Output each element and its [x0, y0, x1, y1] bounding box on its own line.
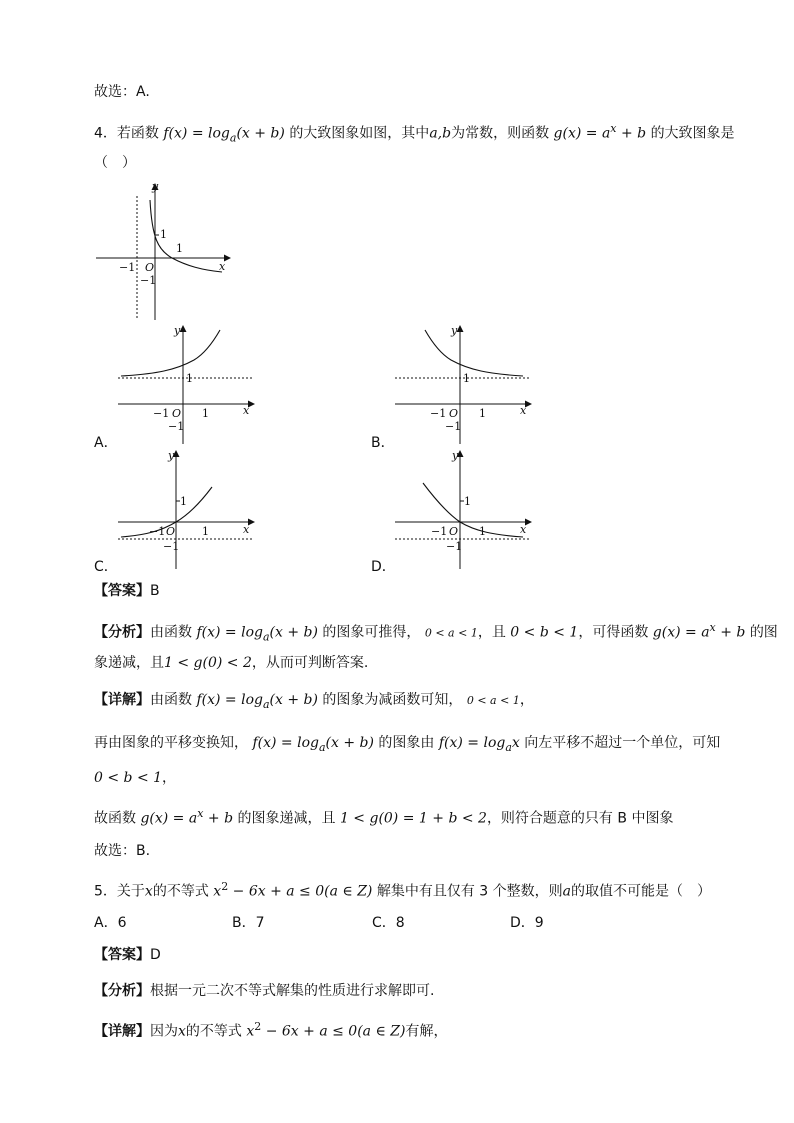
option-c-graph: [116, 447, 261, 572]
q4-stem-2: 的大致图象如图，其中: [289, 125, 430, 142]
text: ，则符合题意的只有 B 中图象: [486, 810, 674, 827]
q4-answer: [94, 581, 160, 601]
text: 的图象为减函数可知，: [322, 692, 463, 708]
q5-analysis: [94, 981, 434, 1001]
text: ，从而可判断答案.: [251, 655, 369, 671]
text: 的图象递减，且: [237, 810, 336, 827]
label-neg1-x: −1: [153, 407, 170, 420]
q5-option-a: A．6: [94, 915, 127, 931]
cond-b: 0 < b < 1: [94, 770, 163, 786]
label-neg1-y: −1: [446, 540, 463, 553]
option-b-graph: [393, 322, 538, 447]
label-o: O: [449, 525, 459, 538]
option-a-graph: [116, 322, 261, 447]
label-y: y: [168, 449, 175, 462]
detail-tag: 【详解】: [94, 692, 150, 708]
label-1-x: 1: [479, 407, 486, 420]
label-neg1-y: −1: [163, 540, 180, 553]
q4-f-expr: f(x) = log: [163, 125, 230, 142]
q4-analysis-line1: [94, 618, 778, 647]
answer-value: D: [150, 947, 161, 963]
label-neg1-x: −1: [119, 261, 136, 274]
text: 故函数: [94, 810, 136, 827]
text: 的图象可推得，: [322, 624, 421, 641]
text: 有解，: [405, 1023, 448, 1040]
g-sup: x: [709, 621, 716, 634]
option-c-label: C．: [94, 559, 118, 575]
text: ，且: [477, 624, 506, 641]
f-arg: (x + b): [269, 624, 318, 641]
option-b-label: B．: [371, 435, 395, 451]
q4-g-expr: g(x) = a: [553, 125, 611, 142]
prev-choice: 故选：A.: [94, 84, 150, 100]
label-y: y: [452, 449, 459, 462]
text: 的取值不可能是（ ）: [571, 883, 712, 900]
answer-value: B: [150, 583, 160, 599]
f2-sub: a: [505, 740, 512, 754]
q5-option-d: D．9: [510, 915, 544, 931]
q4-stem-4: 的大致图象是: [650, 125, 735, 142]
q4-stem: [94, 119, 735, 148]
label-1-x: 1: [176, 242, 183, 255]
f2-expr: f(x) = log: [438, 735, 506, 751]
label-neg1-x: −1: [430, 407, 447, 420]
label-o: O: [449, 407, 459, 420]
f-expr: f(x) = log: [252, 735, 319, 751]
q5-number: 5．: [94, 883, 117, 900]
curve: [121, 330, 220, 376]
text: 因为: [150, 1023, 178, 1040]
ineq-rest: − 6x + a ≤ 0(a ∈ Z): [228, 883, 373, 900]
var-x: x: [144, 883, 153, 900]
ineq-sq: 2: [221, 880, 229, 893]
q4-detail-line3: [94, 768, 176, 788]
label-1-y: 1: [160, 228, 167, 241]
text: 由函数: [150, 624, 192, 641]
q5-detail: [94, 1017, 447, 1042]
label-x: x: [520, 404, 527, 417]
option-a-label: A．: [94, 435, 118, 451]
g-sup: x: [197, 807, 204, 820]
text: 的不等式: [152, 883, 209, 900]
f-arg: (x + b): [325, 735, 374, 751]
f2-arg: x: [511, 735, 520, 751]
label-1-y: 1: [464, 495, 471, 508]
option-d-label: D．: [371, 559, 396, 575]
q4-analysis-line2: [94, 653, 368, 673]
label-x: x: [520, 523, 527, 536]
option-d-graph: [393, 447, 538, 572]
g-tail: + b: [715, 624, 746, 641]
q4-detail-line1: [94, 690, 534, 715]
g-tail: + b: [203, 810, 234, 827]
q4-detail-line2: [94, 733, 720, 758]
q4-stem-1: 若函数: [116, 125, 159, 142]
q5-stem: [94, 877, 711, 902]
label-x: x: [243, 404, 250, 417]
label-neg1-x: −1: [149, 525, 166, 538]
label-o: O: [166, 525, 176, 538]
label-1-y: 1: [463, 372, 470, 385]
label-1-x: 1: [202, 407, 209, 420]
q4-g-sup: x: [610, 122, 617, 135]
cond-g: 1 < g(0) < 2: [164, 655, 252, 671]
answer-tag: 【答案】: [94, 583, 150, 599]
f-sub: a: [262, 630, 270, 644]
q4-ab: a,b: [429, 125, 452, 142]
q4-stem-3: 为常数，则函数: [451, 125, 550, 142]
ineq-x: x: [246, 1023, 255, 1040]
ineq-x: x: [213, 883, 222, 900]
label-y: y: [451, 324, 458, 337]
analysis-tag: 【分析】: [94, 983, 150, 999]
text: 关于: [116, 883, 145, 900]
f-expr: f(x) = log: [196, 692, 263, 708]
label-1-x: 1: [479, 525, 486, 538]
label-neg1-y: −1: [445, 420, 462, 433]
var-x: x: [178, 1023, 186, 1040]
text: ，: [162, 770, 177, 786]
label-x: x: [219, 260, 226, 273]
label-o: O: [145, 261, 155, 274]
label-1-y: 1: [186, 372, 193, 385]
text: ，可得函数: [578, 624, 649, 641]
text: 的图: [749, 624, 778, 641]
var-a: a: [562, 883, 572, 900]
text: 解集中有且仅有 3 个整数，则: [376, 883, 563, 900]
f-sub: a: [318, 740, 326, 754]
q5-answer: [94, 945, 161, 965]
answer-tag: 【答案】: [94, 947, 150, 963]
text: 象递减，且: [94, 655, 164, 671]
q4-choose: 故选：B.: [94, 843, 151, 859]
text: 向左平移不超过一个单位，可知: [524, 735, 721, 751]
q5-option-b: B．7: [232, 915, 265, 931]
reference-graph: [92, 178, 237, 323]
label-y: y: [174, 324, 181, 337]
g-expr: g(x) = a: [140, 810, 198, 827]
cond-a: 0 < a < 1: [424, 626, 478, 640]
label-1-y: 1: [180, 495, 187, 508]
analysis-tag: 【分析】: [94, 624, 150, 641]
q4-g-tail: + b: [616, 125, 647, 142]
label-neg1-y: −1: [140, 274, 157, 287]
q4-detail-line4: [94, 804, 673, 829]
text: ，: [519, 692, 534, 708]
f-sub: a: [262, 697, 270, 711]
label-1-x: 1: [202, 525, 209, 538]
curve: [425, 330, 523, 376]
cond-b: 0 < b < 1: [510, 624, 579, 641]
label-x: x: [243, 523, 250, 536]
q4-number: 4．: [94, 125, 117, 142]
label-y: y: [152, 180, 159, 193]
g-expr: g(x) = a: [652, 624, 710, 641]
q5-option-c: C．8: [372, 915, 405, 931]
detail-tag: 【详解】: [94, 1023, 150, 1040]
cond-a: 0 < a < 1: [466, 694, 520, 707]
f-arg: (x + b): [269, 692, 318, 708]
text: 的不等式: [185, 1023, 242, 1040]
q4-f-arg: (x + b): [236, 125, 285, 142]
ineq-sq: 2: [254, 1020, 262, 1033]
label-neg1-x: −1: [431, 525, 448, 538]
f-expr: f(x) = log: [196, 624, 263, 641]
cond-g2: 1 < g(0) = 1 + b < 2: [339, 810, 487, 827]
text: 由函数: [150, 692, 192, 708]
q5-options: [94, 913, 544, 933]
q4-f-sub: a: [229, 131, 237, 145]
ineq-rest: − 6x + a ≤ 0(a ∈ Z): [261, 1023, 406, 1040]
label-o: O: [172, 407, 182, 420]
text: 的图象由: [378, 735, 435, 751]
text: 再由图象的平移变换知，: [94, 735, 248, 751]
text: 根据一元二次不等式解集的性质进行求解即可.: [150, 983, 435, 999]
label-neg1-y: −1: [168, 420, 185, 433]
q4-paren: （ ）: [94, 155, 136, 171]
